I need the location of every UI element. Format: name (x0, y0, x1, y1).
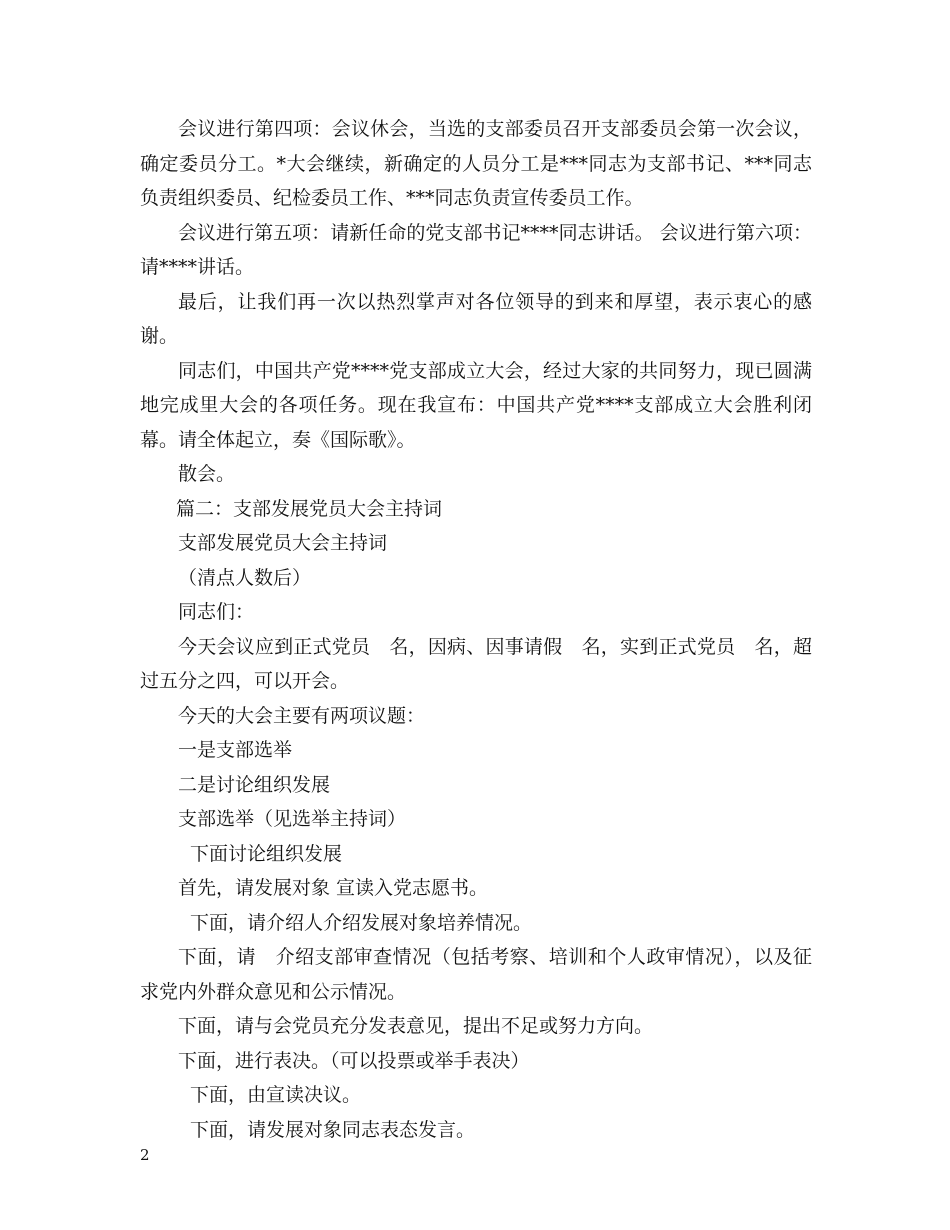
paragraph-agenda-intro: 今天的大会主要有两项议题： (178, 704, 426, 727)
paragraph-resolution: 下面，由宣读决议。 (190, 1084, 362, 1106)
paragraph-first-reading: 首先，请发展对象 宣读入党志愿书。 (178, 877, 489, 899)
paragraph-vote: 下面，进行表决。（可以投票或举手表决） (178, 1049, 530, 1072)
paragraph-election: 支部选举（见选举主持词） (178, 808, 407, 830)
paragraph-item-five-six: 会议进行第五项：请新任命的党支部书记****同志讲话。 会议进行第六项：请****讲话。 (140, 221, 812, 278)
paragraph-agenda-2: 二是讨论组织发展 (178, 773, 331, 796)
paragraph-closing: 同志们，中国共产党****党支部成立大会，经过大家的共同努力，现已圆满地完成里大会的各项任务。现在我宣布：中国共产党****支部成立大会胜利闭幕。请全体起立，奏《国际歌》。 (140, 359, 812, 451)
paragraph-introducer: 下面，请介绍人介绍发展对象培养情况。 (190, 911, 533, 934)
page-number: 2 (140, 1146, 150, 1164)
paragraph-headcount: （清点人数后） (178, 566, 312, 589)
paragraph-opinions: 下面，请与会党员充分发表意见，提出不足或努力方向。 (178, 1015, 654, 1037)
section-subtitle: 支部发展党员大会主持词 (178, 532, 388, 554)
paragraph-adjourn: 散会。 (178, 463, 236, 485)
paragraph-statement: 下面，请发展对象同志表态发言。 (190, 1118, 476, 1141)
paragraph-greeting: 同志们： (178, 601, 255, 623)
paragraph-thanks: 最后，让我们再一次以热烈掌声对各位领导的到来和厚望，表示衷心的感谢。 (140, 290, 812, 347)
paragraph-review: 下面，请 介绍支部审查情况（包括考察、培训和个人政审情况），以及征求党内外群众意见和公示情况。 (140, 946, 812, 1003)
document-body (140, 112, 812, 1147)
paragraph-agenda-1: 一是支部选举 (178, 739, 293, 761)
section-heading: 篇二：支部发展党员大会主持词 (176, 497, 443, 520)
paragraph-attendance: 今天会议应到正式党员 名，因病、因事请假 名，实到正式党员 名，超过五分之四，可以开会。 (140, 635, 812, 692)
paragraph-discussion: 下面讨论组织发展 (190, 842, 343, 865)
paragraph-item-four: 会议进行第四项：会议休会，当选的支部委员召开支部委员会第一次会议，确定委员分工。*大会继续，新确定的人员分工是***同志为支部书记、***同志负责组织委员、纪检委员工作、***同志负责宣传委员工作。 (140, 118, 812, 209)
